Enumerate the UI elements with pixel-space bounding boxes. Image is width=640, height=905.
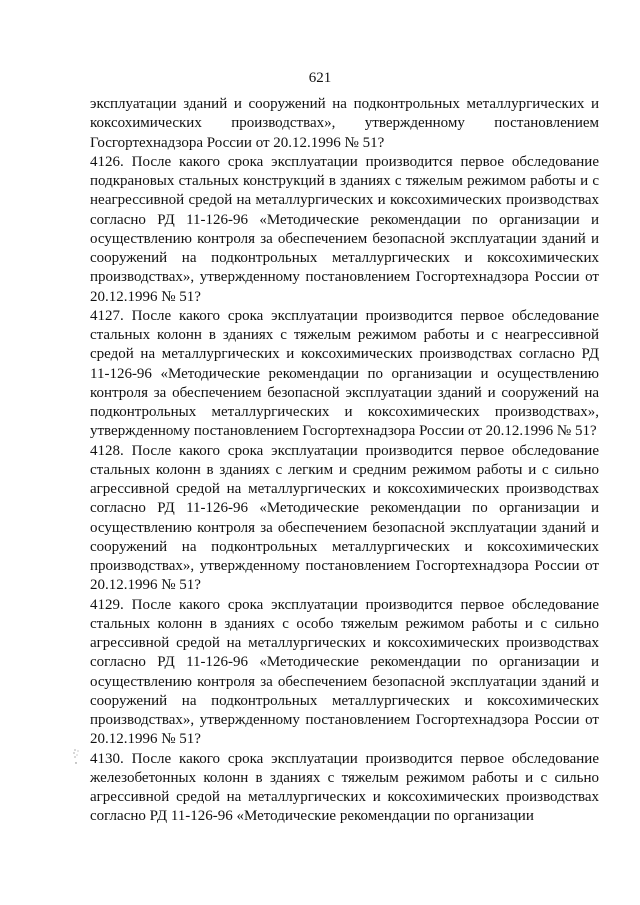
question-4126: 4126. После какого срока эксплуатации производится первое обследование подкрановых стальных конструкций в зданиях с тяжелым режимом работы и с неагрессивной средой на металлургических и коксохимических производствах согласно РД 11-126-96 «Методические рекомендации по организации и осуществлению контроля за обеспечением безопасной эксплуатации зданий и сооружений на подконтрольных металлургических и коксохимических производствах», утвержденному постановлением Госгортехнадзора России от 20.12.1996 № 51? <box>90 153 599 305</box>
scan-specks-decoration <box>72 748 84 768</box>
scan-specks-icon <box>72 748 84 768</box>
question-4130: 4130. После какого срока эксплуатации производится первое обследование железобетонных колонн в зданиях с тяжелым режимом работы и с сильно агрессивной средой на металлургических и коксохимических производствах согласно РД 11-126-96 «Методические рекомендации по организации <box>90 750 599 825</box>
question-4128: 4128. После какого срока эксплуатации производится первое обследование стальных колонн в зданиях с легким и средним режимом работы и с сильно агрессивной средой на металлургических и коксохимических производствах согласно РД 11-126-96 «Методические рекомендации по организации и осуществлению контроля за обеспечением безопасной эксплуатации зданий и сооружений на подконтрольных металлургических и коксохимических производствах», утвержденному постановлением Госгортехнадзора России от 20.12.1996 № 51? <box>90 442 599 594</box>
paragraph-continuation: эксплуатации зданий и сооружений на подконтрольных металлургических и коксохимических производствах», утвержденному постановлением Госгортехнадзора России от 20.12.1996 № 51? <box>90 96 599 151</box>
question-4129: 4129. После какого срока эксплуатации производится первое обследование стальных колонн в зданиях с особо тяжелым режимом работы и с сильно агрессивной средой на металлургических и коксохимических производствах согласно РД 11-126-96 «Методические рекомендации по организации и осуществлению контроля за обеспечением безопасной эксплуатации зданий и сооружений на подконтрольных металлургических и коксохимических производствах», утвержденному постановлением Госгортехнадзора России от 20.12.1996 № 51? <box>90 596 599 748</box>
question-4127: 4127. После какого срока эксплуатации производится первое обследование стальных колонн в зданиях с тяжелым режимом работы и с неагрессивной средой на металлургических и коксохимических производствах согласно РД 11-126-96 «Методические рекомендации по организации и осуществлению контроля за обеспечением безопасной эксплуатации зданий и сооружений на подконтрольных металлургических и коксохимических производствах», утвержденному постановлением Госгортехнадзора России от 20.12.1996 № 51? <box>90 307 599 440</box>
page-body <box>90 95 599 827</box>
page-number: 621 <box>308 70 332 86</box>
